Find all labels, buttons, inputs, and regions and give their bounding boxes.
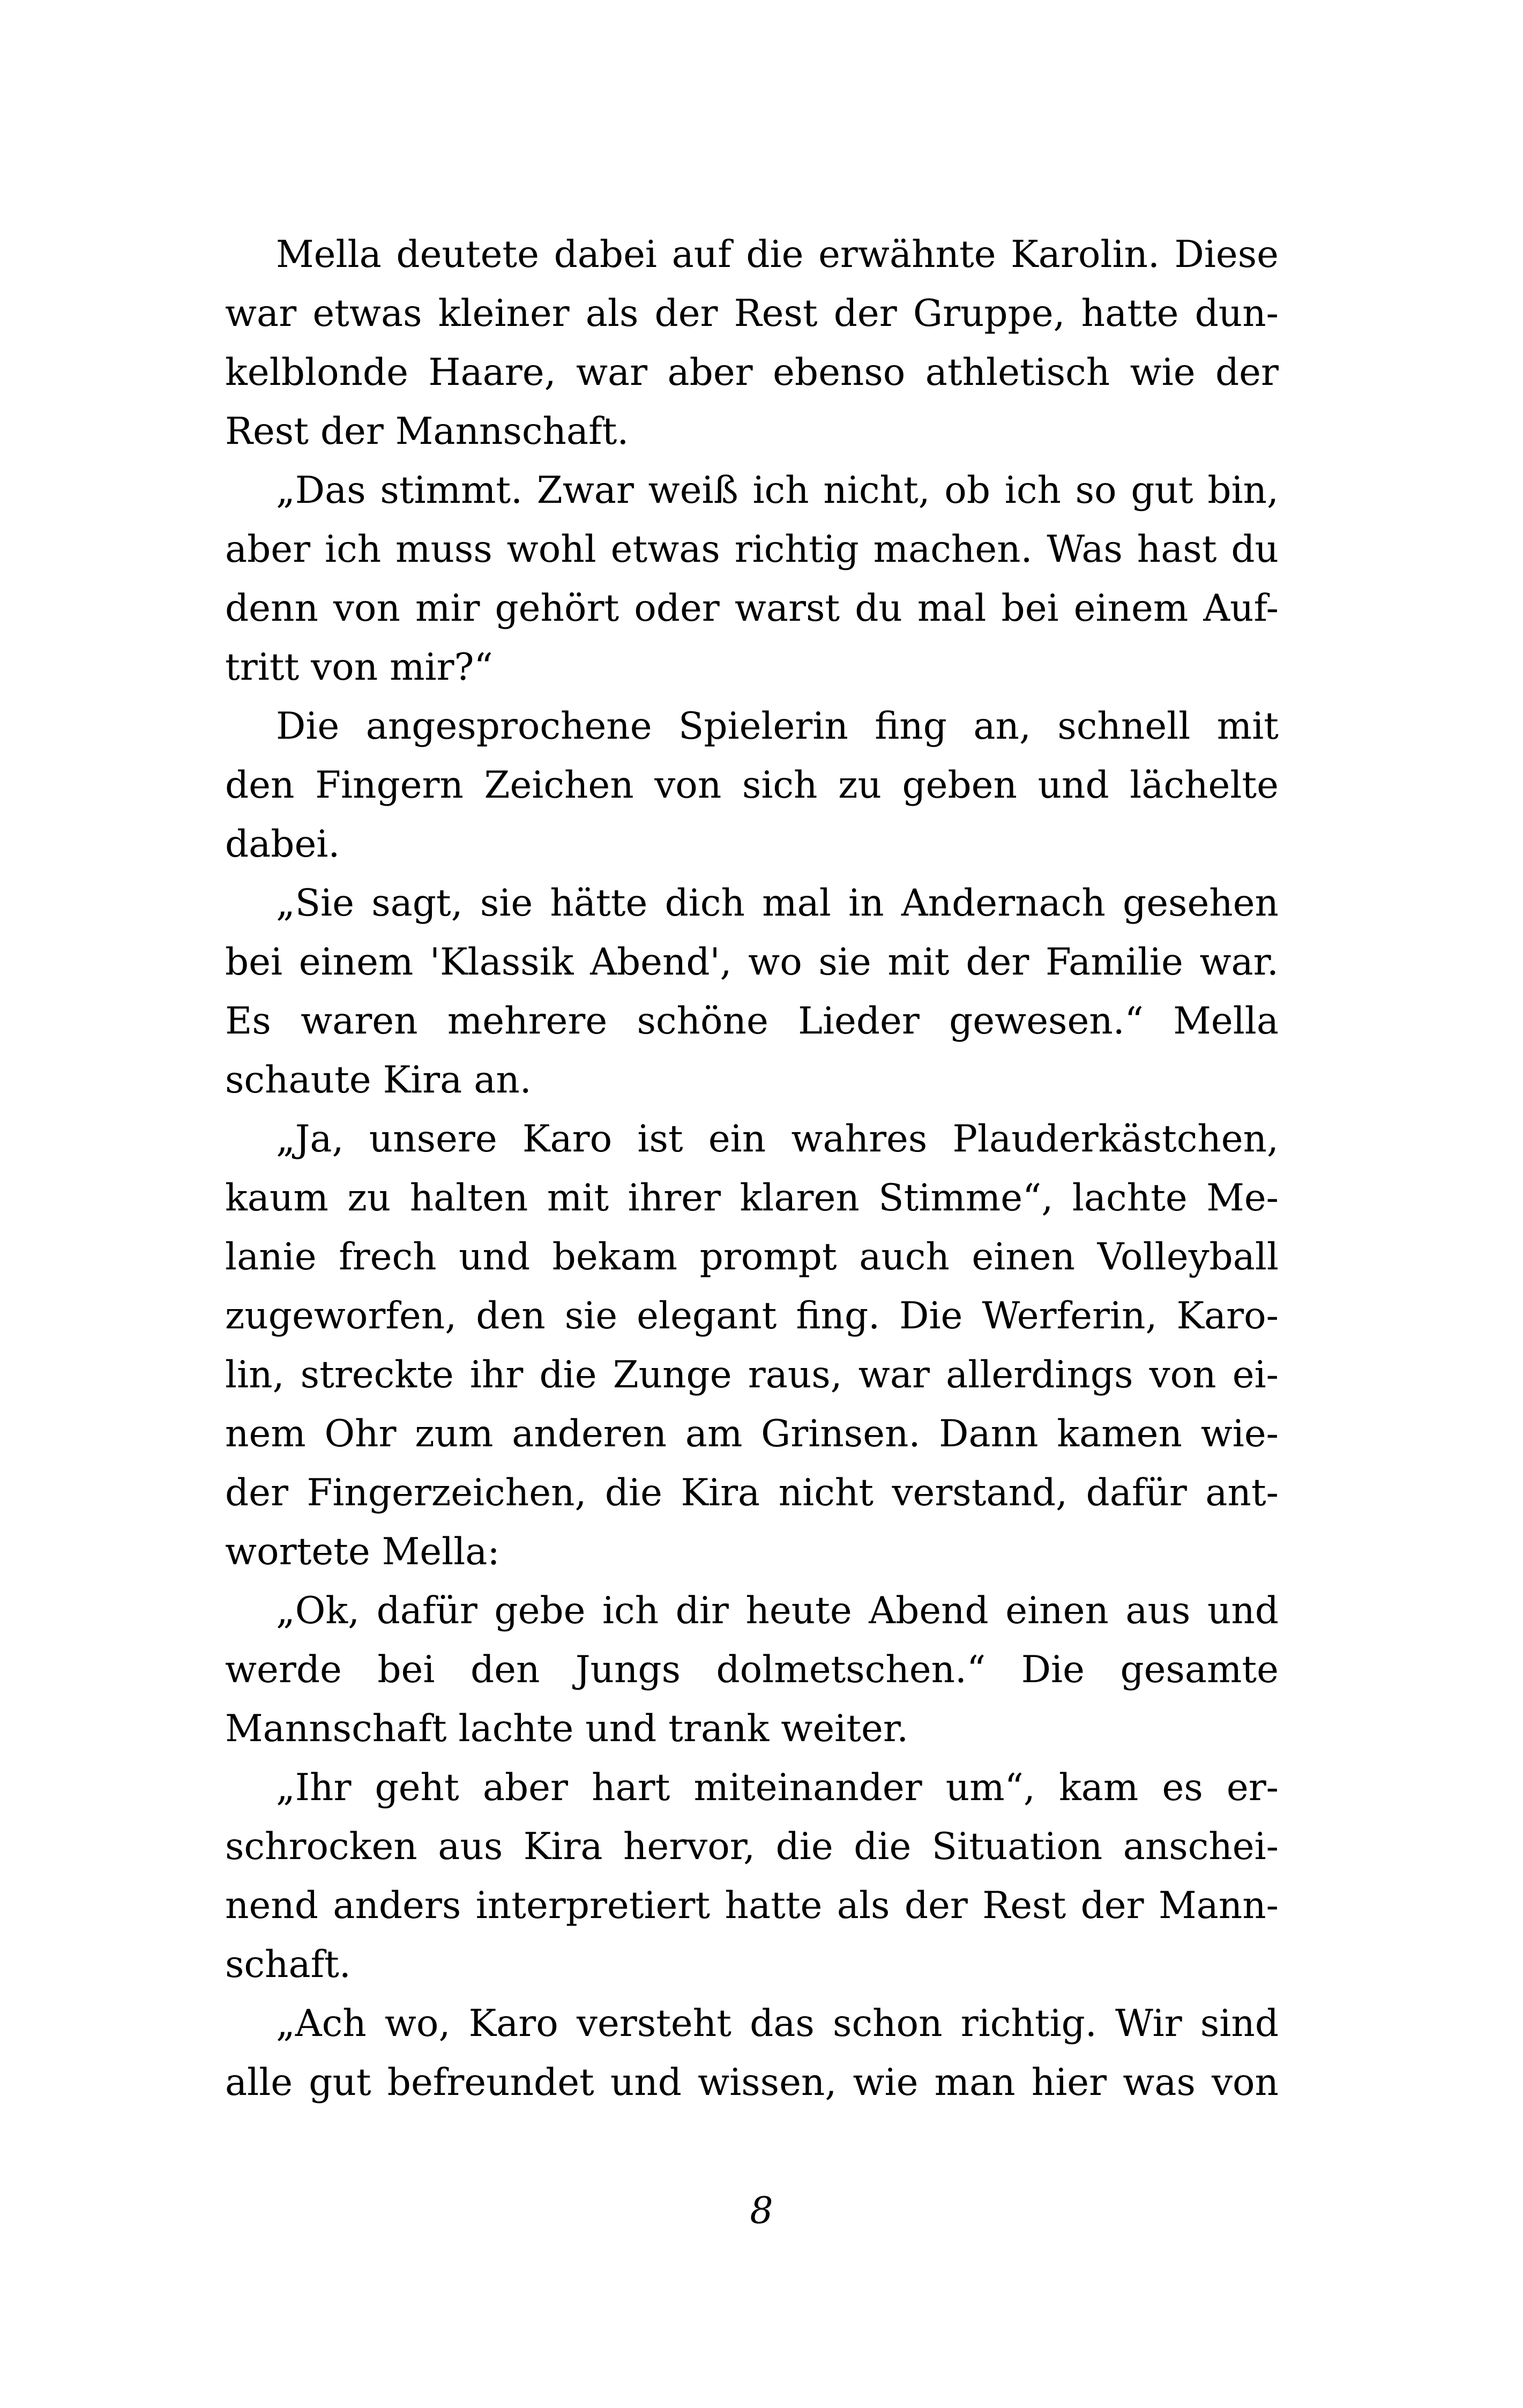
text-line: denn von mir gehört oder warst du mal bei einem Auf- — [225, 587, 1279, 630]
text-line: schaute Kira an. — [225, 1059, 532, 1102]
text-line: alle gut befreundet und wissen, wie man hier was von — [225, 2061, 1279, 2104]
text-line: Es waren mehrere schöne Lieder gewesen.“ Mella — [225, 1000, 1279, 1043]
text-line: Mella deutete dabei auf die erwähnte Karolin. Diese — [276, 233, 1279, 276]
text-line: „Ihr geht aber hart miteinander um“, kam es er- — [276, 1766, 1279, 1809]
book-page-text — [225, 225, 1279, 2112]
text-line: Die angesprochene Spielerin fing an, schnell mit — [276, 705, 1279, 748]
text-line: kaum zu halten mit ihrer klaren Stimme“, lachte Me- — [225, 1177, 1279, 1220]
text-line: „Das stimmt. Zwar weiß ich nicht, ob ich so gut bin, — [276, 469, 1279, 512]
text-line: nend anders interpretiert hatte als der Rest der Mann- — [225, 1884, 1279, 1927]
text-line: aber ich muss wohl etwas richtig machen. Was hast du — [225, 528, 1279, 571]
text-line: lin, streckte ihr die Zunge raus, war allerdings von ei- — [225, 1354, 1279, 1396]
text-line: „Ja, unsere Karo ist ein wahres Plauderkästchen, — [276, 1118, 1279, 1161]
text-line: lanie frech und bekam prompt auch einen Volleyball — [225, 1236, 1279, 1279]
text-line: bei einem 'Klassik Abend', wo sie mit der Familie war. — [225, 941, 1279, 984]
text-line: war etwas kleiner als der Rest der Gruppe, hatte dun- — [225, 292, 1279, 335]
text-line: schrocken aus Kira hervor, die die Situation anschei- — [225, 1825, 1279, 1868]
text-line: kelblonde Haare, war aber ebenso athletisch wie der — [225, 351, 1279, 394]
text-line: Mannschaft lachte und trank weiter. — [225, 1707, 909, 1750]
page-number: 8 — [750, 2190, 773, 2232]
text-line: der Fingerzeichen, die Kira nicht verstand, dafür ant- — [225, 1471, 1279, 1514]
text-line: tritt von mir?“ — [225, 646, 493, 689]
text-line: zugeworfen, den sie elegant fing. Die Werferin, Karo- — [225, 1295, 1279, 1337]
text-line: Rest der Mannschaft. — [225, 410, 629, 453]
text-line: werde bei den Jungs dolmetschen.“ Die gesamte — [225, 1648, 1279, 1691]
text-line: „Ok, dafür gebe ich dir heute Abend einen aus und — [276, 1589, 1279, 1632]
text-line: schaft. — [225, 1943, 351, 1986]
text-line: dabei. — [225, 823, 340, 866]
text-line: den Fingern Zeichen von sich zu geben und lächelte — [225, 764, 1279, 807]
text-line: „Ach wo, Karo versteht das schon richtig. Wir sind — [276, 2002, 1279, 2045]
text-line: wortete Mella: — [225, 1530, 500, 1573]
text-line: „Sie sagt, sie hätte dich mal in Andernach gesehen — [276, 882, 1279, 925]
text-line: nem Ohr zum anderen am Grinsen. Dann kamen wie- — [225, 1413, 1279, 1455]
